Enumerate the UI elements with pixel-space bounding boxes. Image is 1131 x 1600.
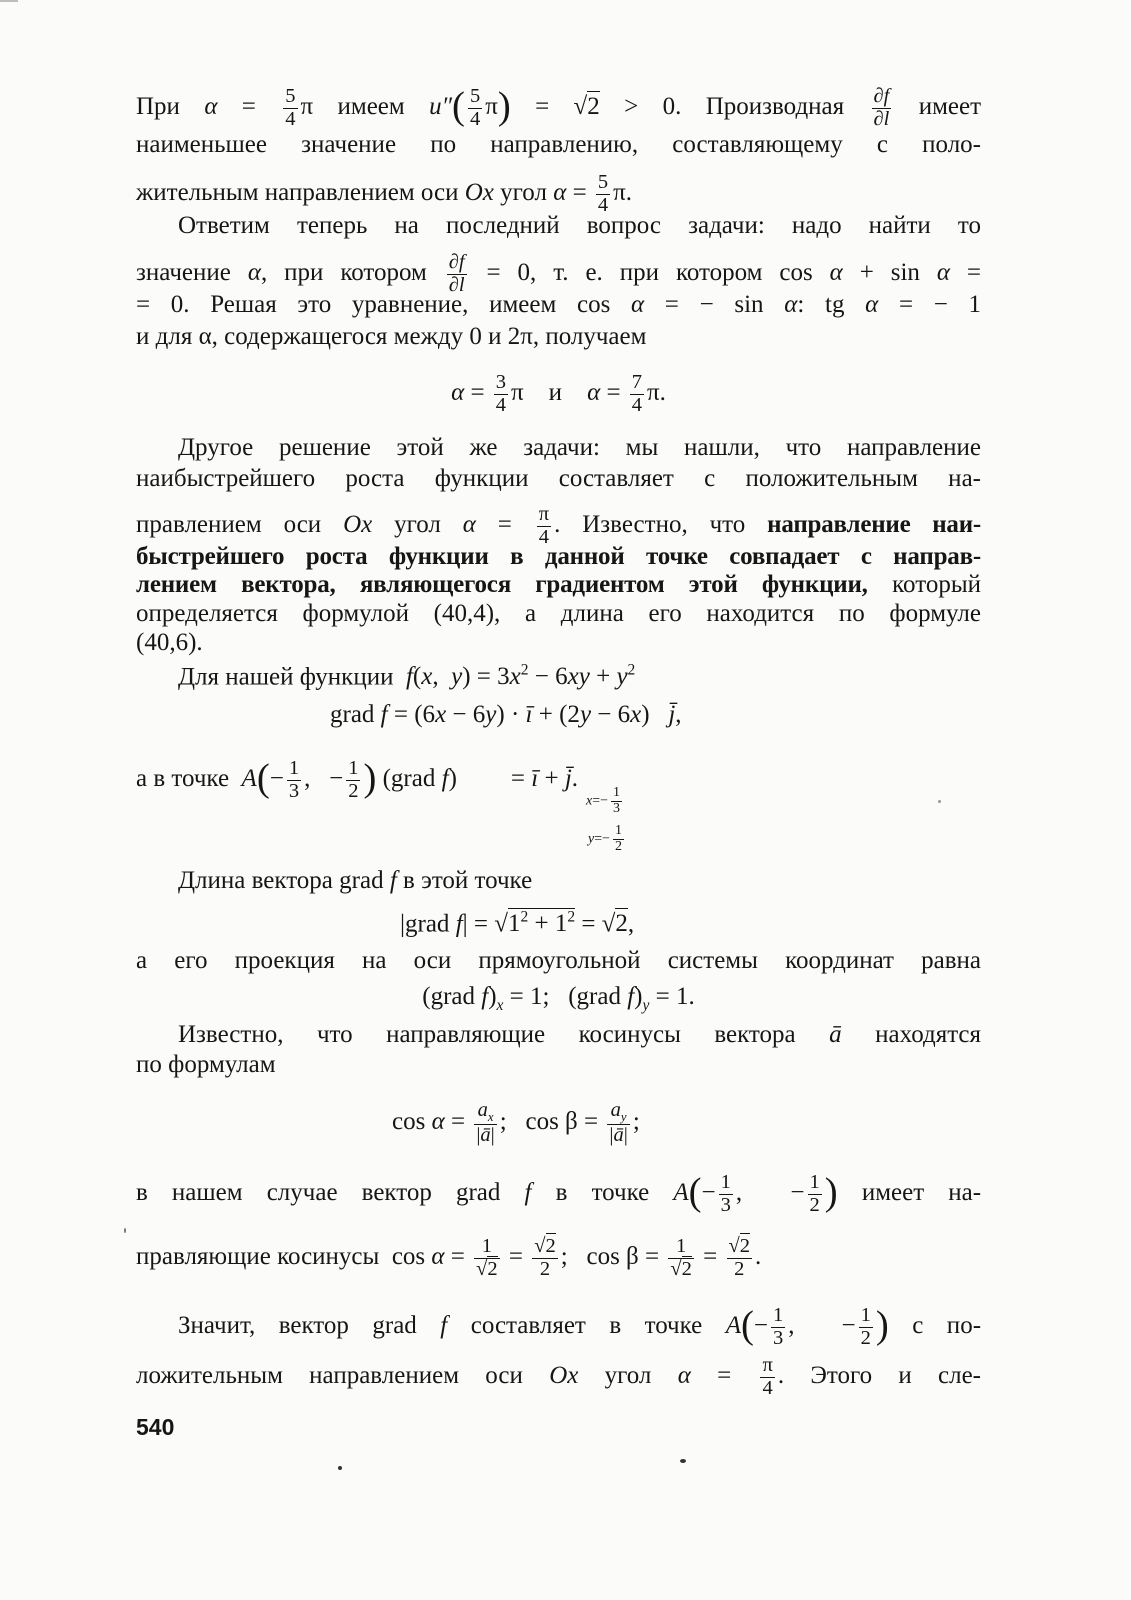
text-l29-b: угол (604, 1361, 652, 1389)
formula-l6-1: = 0. (136, 291, 190, 318)
formula-l5-2: $\frac{\partial f}{\partial l}$ = 0, (448, 251, 537, 296)
text-l13-b: который (892, 571, 981, 598)
text-l1-b: имеем (337, 92, 405, 120)
scan-corner-mark (0, 0, 18, 10)
scan-speck (938, 800, 941, 803)
text-l28-b: составляет в точке (470, 1311, 703, 1339)
formula-l1-1: α = $\frac{5}{4}$ π (204, 85, 314, 130)
formula-l8-1: α = $\frac{3}{4}$ π (451, 371, 524, 416)
line-26 (136, 1172, 981, 1216)
line-3 (136, 172, 981, 216)
formula-l5-3: cos α + sin α = (779, 258, 982, 286)
page-number: 540 (136, 1414, 175, 1440)
text-l26-b: в точке (555, 1178, 650, 1206)
formula-l1-2: u″( $\frac{5}{4}$ π) = √2 > 0. (429, 84, 682, 130)
line-10: наибыстрейшего роста функции составляет с положительным на- (136, 465, 981, 492)
line-8 (136, 372, 981, 416)
scan-speck (124, 1228, 126, 1233)
text-l29-a: ложительным направлением оси (136, 1361, 523, 1389)
formula-grad-f-inline-3: grad f (372, 1311, 448, 1339)
text-l26-c: имеет на- (861, 1178, 982, 1206)
formula-cos-alpha: cos α = $\frac{1}{√2}$ = $\frac{√2}{2}$ ; (391, 1235, 568, 1280)
line-28 (178, 1305, 981, 1349)
formula-grad-f-inline-2: grad f (455, 1178, 532, 1206)
text-l8-and: и (548, 378, 563, 406)
formula-function-f: f(x, $y) = 3x^2 - 6xy + y^2$ (405, 662, 636, 691)
formula-point-a-3: A(− $\frac{1}{3}$ , − $\frac{1}{2}$ ) (725, 1303, 889, 1349)
line-4: Ответим теперь на последний вопрос задачи: надо найти то (178, 212, 981, 239)
text-l11-bold: направление наи- (767, 510, 982, 538)
text-l19-b: в этой точке (403, 867, 533, 894)
formula-l6-2: cos α = − sin α: (576, 291, 805, 318)
formula-grad-length: |grad $f| = √1^2 + 1^2 = √2$, (400, 909, 635, 938)
scan-speck (680, 1459, 686, 1463)
text-l3-b: угол (500, 178, 547, 206)
formula-grad-f-inline-1: grad f (339, 867, 397, 894)
line-1 (136, 86, 981, 130)
line-14: определяется формулой (40,4), а длина его находится по формуле (136, 600, 981, 627)
line-7: и для α, содержащегося между 0 и 2π, получаем (136, 323, 647, 350)
line-27 (136, 1236, 981, 1280)
text-l11-c: . Известно, что (554, 510, 746, 538)
formula-projections: (grad $f)_x = 1$; (grad $f)_y = 1$. (422, 983, 695, 1014)
formula-l3: α = $\frac{5}{4}$ π. (553, 171, 633, 216)
line-2: наименьшее значение по направлению, составляющему с поло- (136, 131, 981, 158)
text-l16-a: Для нашей функции (178, 663, 394, 691)
line-23 (178, 1020, 981, 1050)
text-l28-a: Значит, вектор (178, 1311, 349, 1339)
line-13 (136, 570, 981, 600)
text-l5-c: т. е. при котором (553, 258, 763, 286)
line-9: Другое решение этой же задачи: мы нашли, что направление (178, 434, 981, 461)
formula-l29: α = $\frac{\pi}{4}$ (677, 1354, 773, 1399)
formula-grad-at-a: (grad f) = ī + j̄. (382, 764, 579, 792)
line-15: (40,6). (136, 629, 203, 656)
formula-ox-2: Ox (343, 510, 373, 538)
line-12: быстрейшего роста функции в данной точке совпадает с направ- (136, 543, 981, 570)
text-l13-bold: лением вектора, являющегося градиентом этой функции, (136, 571, 868, 598)
line-21: а его проекция на оси прямоугольной системы координат равна (136, 947, 981, 974)
text-l11-a: правлением оси (136, 510, 322, 538)
text-l1-d: имеет (918, 92, 982, 120)
line-16 (178, 656, 981, 692)
text-l6-a: Решая это уравнение, имеем (210, 291, 557, 318)
text-l23-a: Известно, что направляющие косинусы вектора (178, 1021, 796, 1048)
text-l1-a: При (136, 92, 180, 120)
subscript-x-condition: x=− $\frac{1}{3}$ (586, 785, 621, 816)
line-29 (136, 1355, 981, 1399)
text-l5-a: значение (136, 258, 231, 286)
formula-ox-1: Ox (464, 178, 494, 206)
text-l3-a: жительным направлением оси (136, 178, 459, 206)
formula-cos-beta: cos β = $\frac{1}{√2}$ = $\frac{√2}{2}$ . (586, 1235, 762, 1280)
formula-point-a-1: A(− $\frac{1}{3}$ , − $\frac{1}{2}$ ) (241, 756, 377, 802)
formula-direction-cosines: cos α = $\frac{a_x}{|ā|}$ ; cos β = $\frac{a_y}{|ā|}$ ; (392, 1099, 640, 1147)
formula-grad-f: grad f = (6x − 6y) · ī + (2y − 6x) j̄, (330, 701, 682, 728)
formula-l5-1: α, (247, 258, 268, 286)
text-l26-a: в нашем случае вектор (136, 1178, 432, 1206)
formula-l1-3: $\frac{\partial f}{\partial l}$ (873, 85, 890, 130)
formula-point-a-2: A(− $\frac{1}{3}$ , − $\frac{1}{2}$ ) (673, 1170, 838, 1216)
text-l29-c: . Этого и сле- (777, 1361, 982, 1389)
subscript-y-condition: y=− $\frac{1}{2}$ (588, 823, 623, 854)
text-l28-c: с по- (912, 1311, 982, 1339)
line-24: по формулам (136, 1051, 276, 1078)
formula-l6-3: tg α = − 1 (825, 291, 982, 318)
text-l11-b: угол (394, 510, 441, 538)
line-6 (136, 290, 981, 320)
formula-ox-3: Ox (549, 1361, 579, 1389)
line-19 (178, 866, 981, 896)
line-18 (136, 758, 981, 802)
formula-l11: α = $\frac{\pi}{4}$ (462, 503, 550, 548)
text-l23-b: находятся (875, 1021, 982, 1048)
formula-l8-2: α = $\frac{7}{4}$ π. (587, 371, 666, 416)
scan-speck (338, 1466, 342, 1470)
text-l5-b: при котором (284, 258, 427, 286)
text-l1-c: Производная (705, 92, 845, 120)
text-l27-a: правляющие косинусы (136, 1242, 380, 1270)
formula-vector-a: ā (829, 1021, 842, 1048)
text-l18-a: а в точке (136, 764, 230, 792)
text-l19-a: Длина вектора (178, 867, 333, 894)
